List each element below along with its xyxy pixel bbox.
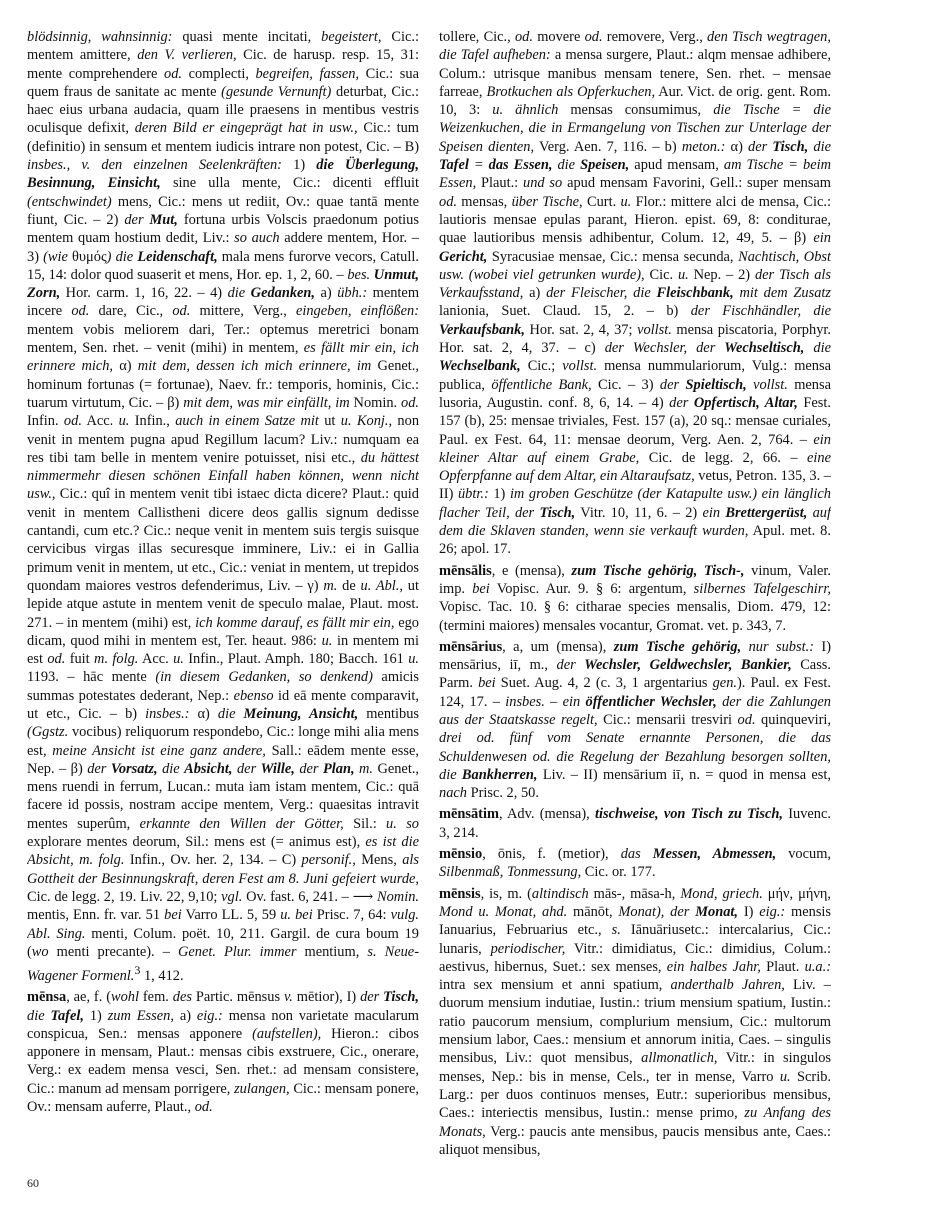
page-number: 60: [27, 1176, 39, 1190]
entry-mensa-continued: tollere, Cic., od. movere od. removere, Verg., den Tisch wegtragen, die Tafel aufheben: a mensa surgere, Plaut.: alqm mensae adhibere, Colum.: utrisque manibus mensam tenere, Sen. rhet. – mensae farreae, Brotkuchen als Opferkuchen, Aur. Vict. de orig. gent. Rom. 10, 3: u. ähnlich mensas consumimus, die Tische = die Weizenkuchen, die in Ermangelung von Tischen zur Unterlage der Speisen dienten, Verg. Aen. 7, 116. – b) meton.: α) der Tisch, die Tafel = das Essen, die Speisen, apud mensam, am Tische = beim Essen, Plaut.: und so apud mensam Favorini, Gell.: super mensam od. mensas, über Tische, Curt. u. Flor.: mittere alci de mensa, Cic.: lautioris mensae epulas parant, Hieron. epist. 69, 8: conditurae, quae lautioribus mensis adhibentur, Colum. 12, 49, 5. – β) ein Gericht, Syracusiae mensae, Cic.: mensa secunda, Nachtisch, Obst usw. (wobei viel getrunken wurde), Cic. u. Nep. – 2) der Tisch als Verkaufsstand, a) der Fleischer, die Fleischbank, mit dem Zusatz lanionia, Suet. Claud. 15, 2. – b) der Fischhändler, die Verkaufsbank, Hor. sat. 2, 4, 37; vollst. mensa piscatoria, Porphyr. Hor. sat. 2, 4, 37. – c) der Wechsler, der Wechseltisch, die Wechselbank, Cic.; vollst. mensa nummulariorum, Vulg.: mensa publica, öffentliche Bank, Cic. – 3) der Spieltisch, vollst. mensa lusoria, Augustin. conf. 8, 6, 14. – 4) der Opfertisch, Altar, Fest. 157 (b), 25: mensae triviales, Fest. 157 (a), 20 sq.: mensae curiales, Paul. ex Fest. 64, 11: mensae deorum, Verg. Aen. 2, 764. – ein kleiner Altar auf einem Grabe, Cic. de legg. 2, 66. – eine Opferpfanne auf dem Altar, ein Altaraufsatz, vetus, Petron. 135, 3. – II) übtr.: 1) im groben Geschütze (der Katapulte usw.) ein länglich flacher Teil, der Tisch, Vitr. 10, 11, 6. – 2) ein Brettergerüst, auf dem die Sklaven standen, wenn sie verkauft wurden, Apul. met. 8. 26; apol. 17.: [439, 29, 831, 558]
right-column: [439, 28, 831, 1168]
entry-mensalis: mēnsālis, e (mensa), zum Tische gehörig, Tisch-, vinum, Valer. imp. bei Vopisc. Aur. 9. § 6: argentum, silbernes Tafelgeschirr, Vopisc. Tac. 10. § 6: citharae species mensalis, Diom. 479, 12: (termini maiores) mensales vocantur, Gromat. vet. p. 343, 7.: [439, 562, 831, 634]
entry-mensarius: mēnsārius, a, um (mensa), zum Tische gehörig, nur subst.: I) mensārius, iī, m., der Wechsler, Geldwechsler, Bankier, Cass. Parm. bei Suet. Aug. 4, 2 (c. 3, 1 argentarius gen.). Paul. ex Fest. 124, 17. – insbes. – ein öffentlicher Wechsler, der die Zahlungen aus der Staatskasse regelt, Cic.: mensarii tresviri od. quinqueviri, drei od. fünf vom Senate ernannte Personen, die das Schuldenwesen od. die Regelung der Bezahlung besorgen sollten, die Bankherren, Liv. – II) mensārium iī, n. = quod in mensa est, nach Prisc. 2, 50.: [439, 638, 831, 802]
entry-mens-continued: blödsinnig, wahnsinnig: quasi mente incitati, begeistert, Cic.: mentem amittere, den V. verlieren, Cic. de harusp. resp. 15, 31: mente comprehendere od. complecti, begreifen, fassen, Cic.: sua quem fraus de sanitate ac mente (gesunde Vernunft) deturbat, Cic.: haec eius urbana audacia, quam ille praesens in mentibus vestris oculisque defixit, deren Bild er eingeprägt hat in usw., Cic.: tum (definitio) in sensum et mentem iudicis intrare non potest, Cic. – B) insbes., v. den einzelnen Seelenkräften: 1) die Überlegung, Besinnung, Einsicht, sine ulla mente, Cic.: dicenti effluit (entschwindet) mens, Cic.: mens ut rediit, Ov.: quae tantā mente fiunt, Cic. – 2) der Mut, fortuna urbis Volscis praedonum potius mentem quam hostium dedit, Liv.: so auch addere mentem, Hor. – 3) (wie θυμός) die Leidenschaft, mala mens furorve vecors, Catull. 15, 14: dolor quod suaserit et mens, Hor. ep. 1, 2, 60. – bes. Unmut, Zorn, Hor. carm. 1, 16, 22. – 4) die Gedanken, a) übh.: mentem incere od. dare, Cic., od. mittere, Verg., eingeben, einflößen: mentem vobis meliorem dari, Ter.: optemus meretrici bonam mentem, Sen. rhet. – venit (mihi) in mentem, es fällt mir ein, ich erinnere mich, α) mit dem, dessen ich mich erinnere, im Genet., hominum fortunas (= fortunae), Naev. fr.: temporis, hominis, Cic.: tuarum virtutum, Cic. – β) mit dem, was mir einfällt, im Nomin. od. Infin. od. Acc. u. Infin., auch in einem Satze mit ut u. Konj., non venit in mentem pugna apud Regillum lacum? Liv.: numquam ea res tibi tam belle in mentem venire potuisset, nisi etc., du hättest nimmermehr diesen schönen Einfall haben können, wenn nicht usw., Cic.: quî in mentem venit tibi istaec dicta dicere? Plaut.: quid venit in mentem Callistheni dicere deos gallis signum dedisse cantandi, cum etc.? Cic.: neque venit in mentem suis tergis suisque cervicibus virgas illas securesque imminere, Liv.: ei in Gallia primum venit in mentem, ut etc., Cic.: veniat in mentem, ut trepidos quondam maiores vestros defenderimus, Liv. – γ) m. de u. Abl., ut lepide atque astute in mentem venit de speculo malae, Plaut. most. 271. – in mentem (mihi) est, ich komme darauf, es fällt mir ein, ego dicam, quod mihi in mentem est, Ter. heaut. 986: u. in mentem mi est od. fuit m. folg. Acc. u. Infin., Plaut. Amph. 180; Bacch. 161 u. 1193. – hāc mente (in diesem Gedanken, so denkend) amicis summas potestates dederant, Nep.: ebenso id eā mente comparavit, ut etc., Cic. – b) insbes.: α) die Meinung, Ansicht, mentibus (Ggstz. vocibus) reliquorum respondebo, Cic.: longe mihi alia mens est, meine Ansicht ist eine ganz andere, Sall.: eādem mente esse, Nep. – β) der Vorsatz, die Absicht, der Wille, der Plan, m. Genet., mens ruendi in ferrum, Lucan.: muta iam istam mentem, Cic.: quā facere id possis, nostram accipe mentem, Verg.: quaesitas intravit mentes superûm, erkannte den Willen der Götter, Sil.: u. so explorare mentes deorum, Sil.: mens est (= animus est), es ist die Absicht, m. folg. Infin., Ov. her. 2, 134. – C) personif., Mens, als Gottheit der Besinnungskraft, deren Fest am 8. Juni gefeiert wurde, Cic. de legg. 2, 19. Liv. 22, 9,10; vgl. Ov. fast. 6, 241. – ⟶ Nomin. mentis, Enn. fr. var. 51 bei Varro LL. 5, 59 u. bei Prisc. 7, 64: vulg. Abl. Sing. menti, Colum. poët. 10, 211. Gargil. de cura boum 19 (wo menti precante). – Genet. Plur. immer mentium, s. Neue-Wagener Formenl.$^3$ 1, 412.: [27, 29, 419, 984]
entry-mensis: mēnsis, is, m. (altindisch mās-, māsa-h, Mond, griech. μήν, μήνη, Mond u. Monat, ahd. mānōt, Monat), der Monat, I) eig.: mensis Ianuarius, Februarius etc., s. Iānuāriusetc.: intercalarius, Cic.: lunaris, periodischer, Vitr.: dimidiatus, Cic.: dimidius, Colum.: aestivus, hibernus, Suet.: sex menses, ein halbes Jahr, Plaut. u.a.: intra sex mensium et anni spatium, anderthalb Jahren, Liv. – duorum mensium indutiae, Iustin.: trium mensium spatium, Iustin.: ratio paucorum mensium, complurium mensium, Cic.: multorum mensium labor, Caes.: mensium et annorum initia, Caes. – singulis mensibus, Liv.: quot mensibus, allmonatlich, Vitr.: in singulos menses, Nep.: bis in mense, Cels., ter in mense, Varro u. Scrib. Larg.: per duos continuos menses, Eutr.: superioribus mensibus, Caes.: interiectis mensibus, Iustin.: mense primo, zu Anfang des Monats, Verg.: paucis ante mensibus, paucis mensibus ante, Caes.: aliquot mensibus,: [439, 885, 831, 1158]
entry-mensio: mēnsio, ōnis, f. (metior), das Messen, Abmessen, vocum, Silbenmaß, Tonmessung, Cic. or. 177.: [439, 846, 831, 881]
left-column: [27, 28, 419, 1168]
entry-mensatim: mēnsātim, Adv. (mensa), tischweise, von Tisch zu Tisch, Iuvenc. 3, 214.: [439, 806, 831, 841]
entry-mensa: mēnsa, ae, f. (wohl fem. des Partic. mēnsus v. mētior), I) der Tisch, die Tafel, 1) zum Essen, a) eig.: mensa non varietate macularum conspicua, Sen.: mensas apponere (aufstellen), Hieron.: cibos apponere in mensam, Plaut.: mensas cibis exstruere, Cic., onerare, Verg.: ex eadem mensa vesci, Sen. rhet.: ad mensam consistere, Cic.: manum ad mensam porrigere, zulangen, Cic.: mensam ponere, Ov.: mensam auferre, Plaut., od.: [27, 989, 419, 1116]
